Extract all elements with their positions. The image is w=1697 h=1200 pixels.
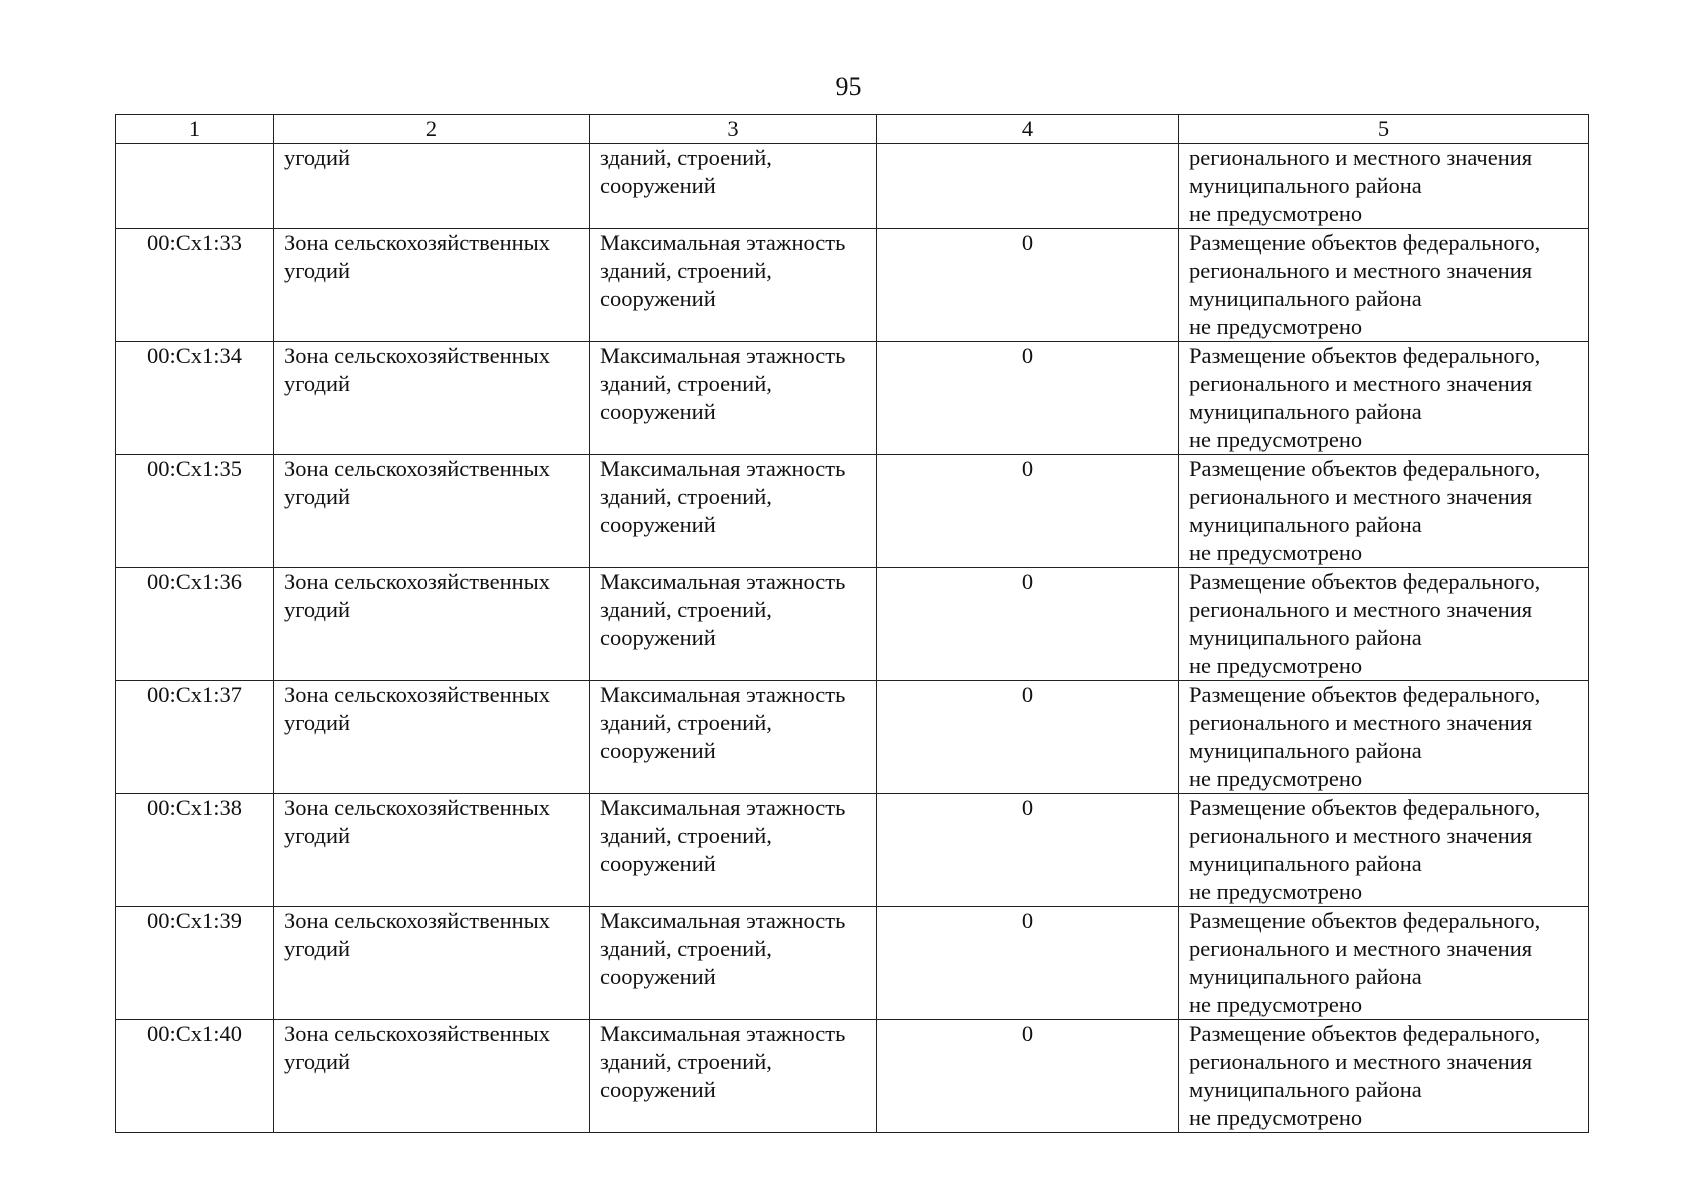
cell-line: угодий: [284, 371, 351, 396]
cell-line: регионального и местного значения: [1189, 484, 1533, 509]
cell-line: регионального и местного значения: [1189, 1049, 1533, 1074]
cell-line: регионального и местного значения: [1189, 936, 1533, 961]
cell-line: Максимальная этажность: [600, 682, 846, 707]
header-col-3: 3: [590, 115, 877, 144]
cell-line: муниципального района: [1189, 286, 1422, 311]
cell-line: регионального и местного значения: [1189, 258, 1533, 283]
cell-param: [590, 794, 877, 907]
cell-line: сооружений: [600, 286, 716, 311]
cell-note: [1179, 342, 1589, 455]
cell-id: 00:Сх1:40: [116, 1020, 274, 1133]
cell-value: 0: [877, 568, 1179, 681]
cell-note: [1179, 568, 1589, 681]
cell-line: Размещение объектов федерального,: [1189, 569, 1541, 594]
cell-value: 0: [877, 342, 1179, 455]
cell-id: 00:Сх1:35: [116, 455, 274, 568]
cell-line: сооружений: [600, 625, 716, 650]
cell-line: регионального и местного значения: [1189, 823, 1533, 848]
cell-line: зданий, строений,: [600, 1049, 772, 1074]
cell-note: [1179, 1020, 1589, 1133]
cell-line: сооружений: [600, 738, 716, 763]
cell-zone: [274, 568, 590, 681]
cell-zone: [274, 907, 590, 1020]
cell-param: [590, 342, 877, 455]
cell-note: [1179, 229, 1589, 342]
page-number: 95: [835, 72, 862, 101]
cell-line: Максимальная этажность: [600, 795, 846, 820]
cell-line: зданий, строений,: [600, 484, 772, 509]
cell-line: муниципального района: [1189, 512, 1422, 537]
cell-line: Максимальная этажность: [600, 569, 846, 594]
cell-line: зданий, строений,: [600, 710, 772, 735]
cell-line: не предусмотрено: [1189, 653, 1363, 678]
cell-id: 00:Сх1:36: [116, 568, 274, 681]
cell-note: [1179, 907, 1589, 1020]
table-row: [116, 342, 1589, 455]
table-row: [116, 681, 1589, 794]
cell-zone: [274, 455, 590, 568]
cell-line: Зона сельскохозяйственных: [284, 1021, 551, 1046]
cell-zone: [274, 144, 590, 229]
cell-value: 0: [877, 794, 1179, 907]
cell-zone: [274, 794, 590, 907]
cell-id: [116, 144, 274, 229]
cell-line: муниципального района: [1189, 625, 1422, 650]
cell-line: Зона сельскохозяйственных: [284, 343, 551, 368]
cell-note: [1179, 681, 1589, 794]
cell-line: сооружений: [600, 512, 716, 537]
cell-line: зданий, строений,: [600, 936, 772, 961]
cell-param: [590, 681, 877, 794]
table-row: [116, 907, 1589, 1020]
table-row: [116, 794, 1589, 907]
cell-line: угодий: [284, 258, 351, 283]
cell-line: Максимальная этажность: [600, 456, 846, 481]
cell-note: [1179, 144, 1589, 229]
cell-line: Максимальная этажность: [600, 343, 846, 368]
cell-note: [1179, 455, 1589, 568]
cell-line: не предусмотрено: [1189, 314, 1363, 339]
cell-line: не предусмотрено: [1189, 766, 1363, 791]
cell-id: 00:Сх1:33: [116, 229, 274, 342]
cell-line: регионального и местного значения: [1189, 145, 1533, 170]
cell-line: регионального и местного значения: [1189, 710, 1533, 735]
cell-line: Зона сельскохозяйственных: [284, 908, 551, 933]
cell-line: Максимальная этажность: [600, 230, 846, 255]
zoning-table: [115, 114, 1589, 1133]
table-header: [116, 115, 1589, 144]
cell-line: муниципального района: [1189, 1077, 1422, 1102]
cell-id: 00:Сх1:37: [116, 681, 274, 794]
cell-line: Максимальная этажность: [600, 908, 846, 933]
cell-note: [1179, 794, 1589, 907]
cell-zone: [274, 229, 590, 342]
cell-line: не предусмотрено: [1189, 879, 1363, 904]
cell-value: 0: [877, 907, 1179, 1020]
cell-value: [877, 144, 1179, 229]
cell-line: муниципального района: [1189, 851, 1422, 876]
header-col-5: 5: [1179, 115, 1589, 144]
cell-line: угодий: [284, 484, 351, 509]
cell-param: [590, 229, 877, 342]
cell-line: Размещение объектов федерального,: [1189, 908, 1541, 933]
cell-line: угодий: [284, 145, 351, 170]
cell-line: муниципального района: [1189, 173, 1422, 198]
cell-line: сооружений: [600, 399, 716, 424]
cell-line: угодий: [284, 597, 351, 622]
cell-line: муниципального района: [1189, 964, 1422, 989]
cell-id: 00:Сх1:34: [116, 342, 274, 455]
cell-line: Зона сельскохозяйственных: [284, 456, 551, 481]
cell-line: регионального и местного значения: [1189, 597, 1533, 622]
cell-line: сооружений: [600, 964, 716, 989]
cell-line: Зона сельскохозяйственных: [284, 230, 551, 255]
cell-line: сооружений: [600, 1077, 716, 1102]
cell-line: Размещение объектов федерального,: [1189, 682, 1541, 707]
cell-line: Зона сельскохозяйственных: [284, 682, 551, 707]
cell-line: зданий, строений,: [600, 145, 772, 170]
cell-line: угодий: [284, 823, 351, 848]
cell-line: не предусмотрено: [1189, 1105, 1363, 1130]
cell-line: сооружений: [600, 851, 716, 876]
cell-line: регионального и местного значения: [1189, 371, 1533, 396]
cell-line: не предусмотрено: [1189, 540, 1363, 565]
cell-value: 0: [877, 1020, 1179, 1133]
cell-line: Зона сельскохозяйственных: [284, 569, 551, 594]
cell-param: [590, 907, 877, 1020]
cell-value: 0: [877, 455, 1179, 568]
cell-line: зданий, строений,: [600, 258, 772, 283]
cell-value: 0: [877, 681, 1179, 794]
header-col-4: 4: [877, 115, 1179, 144]
cell-param: [590, 1020, 877, 1133]
cell-param: [590, 568, 877, 681]
cell-line: угодий: [284, 1049, 351, 1074]
header-col-2: 2: [274, 115, 590, 144]
table-row: [116, 568, 1589, 681]
cell-line: не предусмотрено: [1189, 201, 1363, 226]
table-row: [116, 1020, 1589, 1133]
cell-line: не предусмотрено: [1189, 992, 1363, 1017]
cell-line: не предусмотрено: [1189, 427, 1363, 452]
header-col-1: 1: [116, 115, 274, 144]
cell-id: 00:Сх1:38: [116, 794, 274, 907]
cell-line: Размещение объектов федерального,: [1189, 343, 1541, 368]
cell-param: [590, 144, 877, 229]
table-row: [116, 229, 1589, 342]
cell-line: Размещение объектов федерального,: [1189, 1021, 1541, 1046]
cell-zone: [274, 342, 590, 455]
cell-value: 0: [877, 229, 1179, 342]
table-body: [116, 144, 1589, 1133]
cell-line: муниципального района: [1189, 399, 1422, 424]
cell-line: зданий, строений,: [600, 371, 772, 396]
cell-line: угодий: [284, 710, 351, 735]
cell-param: [590, 455, 877, 568]
cell-line: Максимальная этажность: [600, 1021, 846, 1046]
table-row: [116, 455, 1589, 568]
header-row: [116, 115, 1589, 144]
cell-line: Зона сельскохозяйственных: [284, 795, 551, 820]
cell-line: муниципального района: [1189, 738, 1422, 763]
cell-line: зданий, строений,: [600, 597, 772, 622]
cell-line: Размещение объектов федерального,: [1189, 230, 1541, 255]
cell-zone: [274, 681, 590, 794]
cell-line: сооружений: [600, 173, 716, 198]
cell-line: Размещение объектов федерального,: [1189, 795, 1541, 820]
cell-zone: [274, 1020, 590, 1133]
cell-line: зданий, строений,: [600, 823, 772, 848]
cell-line: Размещение объектов федерального,: [1189, 456, 1541, 481]
cell-id: 00:Сх1:39: [116, 907, 274, 1020]
cell-line: угодий: [284, 936, 351, 961]
table-row-continued: [116, 144, 1589, 229]
